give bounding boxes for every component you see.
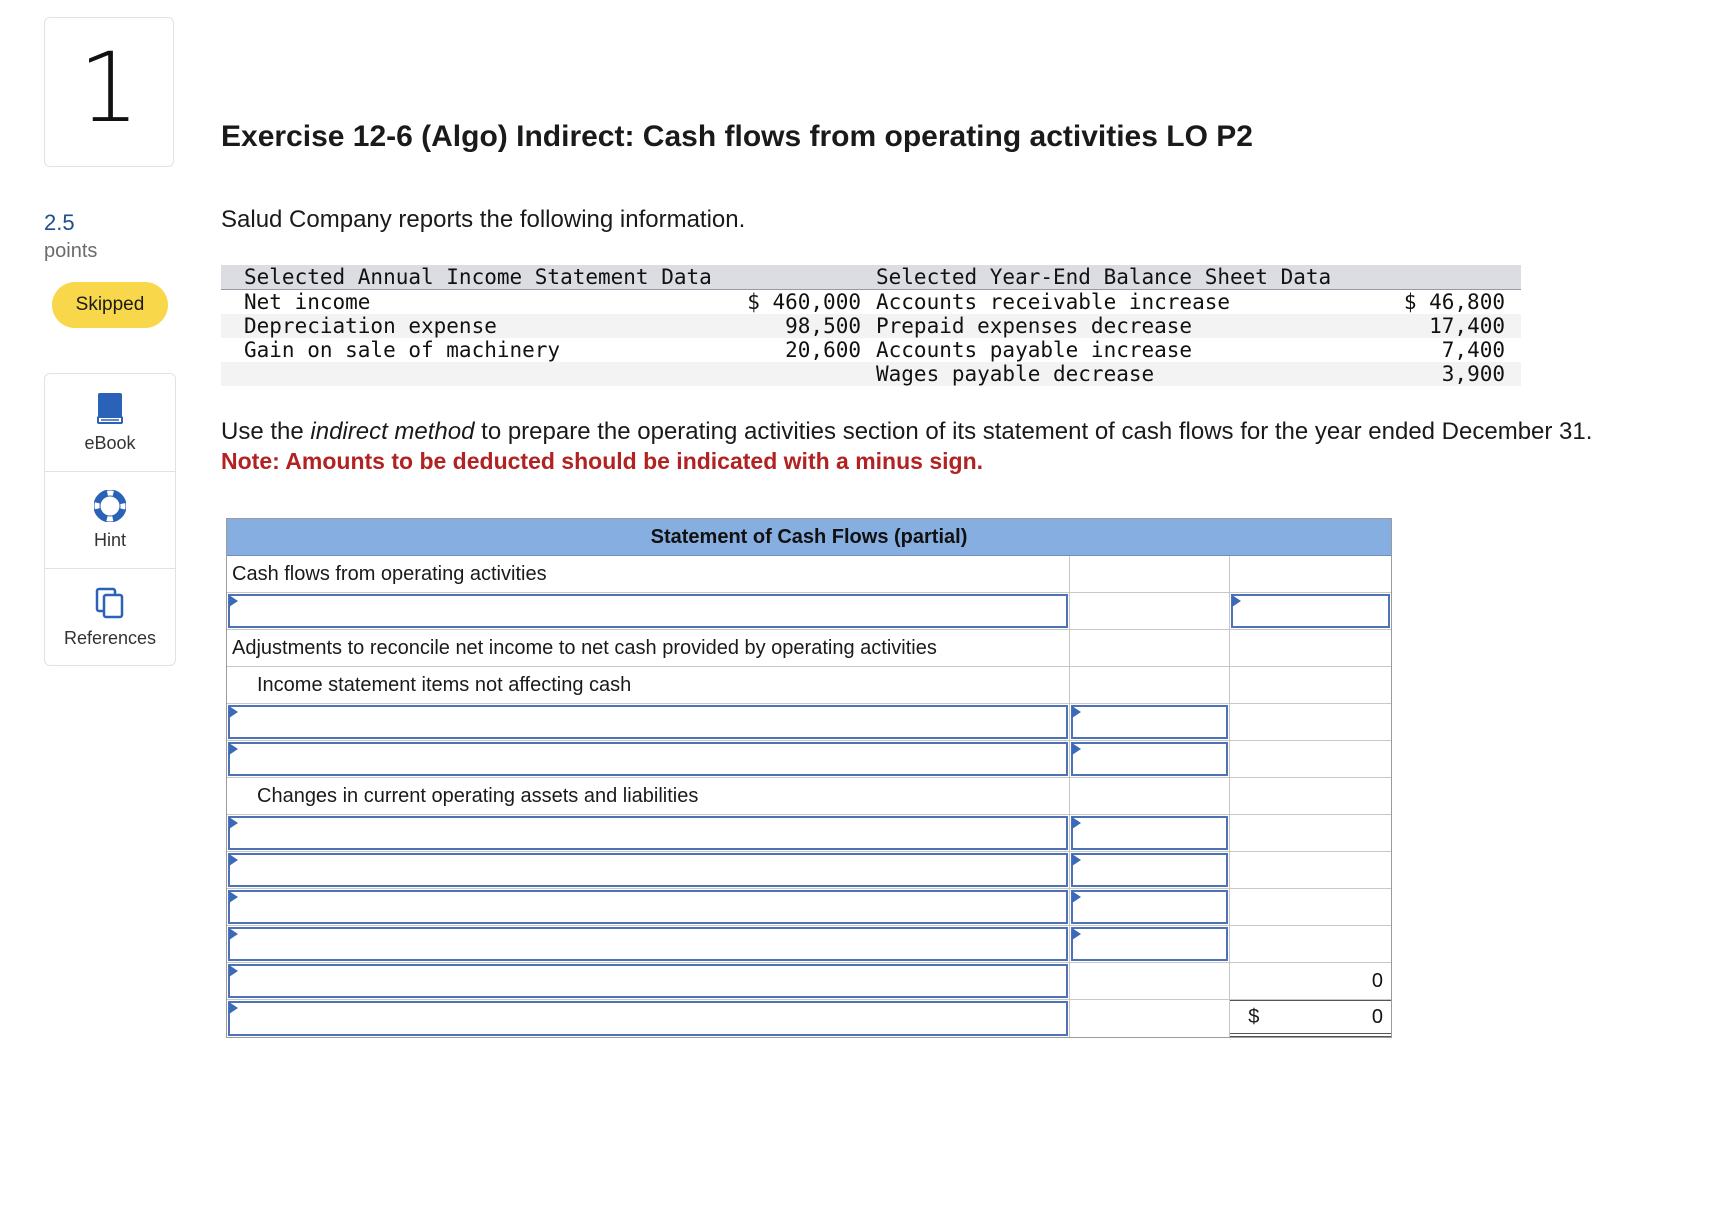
balance-item-label: Accounts payable increase <box>876 338 1193 362</box>
balance-item-label: Prepaid expenses decrease <box>876 314 1193 338</box>
income-statement-header: Selected Annual Income Statement Data <box>244 265 712 289</box>
balance-item-value: 7,400 <box>1441 338 1505 362</box>
change-item-amount-input[interactable] <box>1071 816 1229 850</box>
balance-sheet-header: Selected Year-End Balance Sheet Data <box>876 265 1332 289</box>
changes-label: Changes in current operating assets and liabilities <box>257 784 699 807</box>
total-label-input[interactable] <box>228 1001 1068 1036</box>
subtotal-label-input[interactable] <box>228 964 1068 998</box>
change-item-label-input[interactable] <box>228 853 1068 887</box>
hint-label: Hint <box>93 529 126 550</box>
income-item-label: Depreciation expense <box>244 314 497 338</box>
table-row <box>227 556 1391 593</box>
ebook-button[interactable] <box>45 374 175 471</box>
table-row <box>227 593 1391 630</box>
table-row <box>227 741 1391 778</box>
points-label: points <box>44 240 98 262</box>
table-row <box>227 778 1391 815</box>
instructions-suffix: to prepare the operating activities section of its statement of cash flows for the year ended December 31. <box>474 418 1593 445</box>
change-item-label-input[interactable] <box>228 816 1068 850</box>
balance-item-label: Wages payable decrease <box>876 362 1155 386</box>
balance-item-value: $ 46,800 <box>1403 290 1505 314</box>
points-value: 2.5 <box>44 210 75 235</box>
references-button[interactable] <box>45 568 175 665</box>
balance-item-value: 3,900 <box>1441 362 1505 386</box>
table-row <box>227 815 1391 852</box>
given-data-table <box>221 265 1521 386</box>
hint-button[interactable] <box>45 471 175 568</box>
given-row <box>221 314 1521 338</box>
copy-icon <box>94 586 126 620</box>
adjustments-label: Adjustments to reconcile net income to net cash provided by operating activities <box>232 636 937 659</box>
change-item-label-input[interactable] <box>228 890 1068 924</box>
table-row <box>227 926 1391 963</box>
total-value: 0 <box>1371 1005 1383 1028</box>
given-row <box>221 362 1521 386</box>
change-item-label-input[interactable] <box>228 927 1068 961</box>
references-label: References <box>63 627 157 648</box>
instructions-prefix: Use the <box>221 418 311 445</box>
instructions-method: indirect method <box>310 418 475 445</box>
change-item-amount-input[interactable] <box>1071 890 1229 924</box>
balance-item-label: Accounts receivable increase <box>876 290 1231 314</box>
subtotal-value: 0 <box>1371 969 1383 992</box>
income-item-value: 20,600 <box>785 338 861 362</box>
noncash-item-amount-input[interactable] <box>1071 742 1229 776</box>
income-item-value: $ 460,000 <box>747 290 861 314</box>
noncash-item-label-input[interactable] <box>228 705 1068 739</box>
total-currency: $ <box>1248 1005 1260 1028</box>
change-item-amount-input[interactable] <box>1071 927 1229 961</box>
income-item-label: Net income <box>244 290 371 314</box>
income-item-value: 98,500 <box>785 314 861 338</box>
question-number: 1 <box>78 32 140 144</box>
ebook-label: eBook <box>84 433 136 453</box>
lifebuoy-icon <box>94 490 126 522</box>
table-row <box>227 630 1391 667</box>
cash-flow-statement <box>226 518 1392 1038</box>
table-row <box>227 963 1391 1000</box>
balance-item-value: 17,400 <box>1429 314 1505 338</box>
table-row <box>227 1000 1391 1037</box>
book-icon <box>95 391 125 425</box>
table-row <box>227 704 1391 741</box>
change-item-amount-input[interactable] <box>1071 853 1229 887</box>
noncash-items-label: Income statement items not affecting cash <box>257 673 632 696</box>
given-row <box>221 338 1521 362</box>
net-income-amount-input[interactable] <box>1231 594 1390 628</box>
given-header-row <box>221 265 1521 290</box>
cash-flows-label: Cash flows from operating activities <box>232 562 547 585</box>
income-item-label: Gain on sale of machinery <box>244 338 561 362</box>
net-income-label-input[interactable] <box>228 594 1068 628</box>
instructions <box>221 418 1592 446</box>
table-row <box>227 852 1391 889</box>
intro-text: Salud Company reports the following information. <box>221 206 746 233</box>
tools-panel <box>44 373 176 666</box>
table-row <box>227 667 1391 704</box>
given-row <box>221 290 1521 314</box>
question-number-box <box>44 17 174 167</box>
noncash-item-label-input[interactable] <box>228 742 1068 776</box>
instructions-note: Note: Amounts to be deducted should be indicated with a minus sign. <box>221 448 984 474</box>
statement-title: Statement of Cash Flows (partial) <box>227 519 1391 556</box>
noncash-item-amount-input[interactable] <box>1071 705 1229 739</box>
page-title: Exercise 12-6 (Algo) Indirect: Cash flows from operating activities LO P2 <box>221 120 1253 153</box>
table-row <box>227 889 1391 926</box>
status-badge: Skipped <box>52 282 168 328</box>
